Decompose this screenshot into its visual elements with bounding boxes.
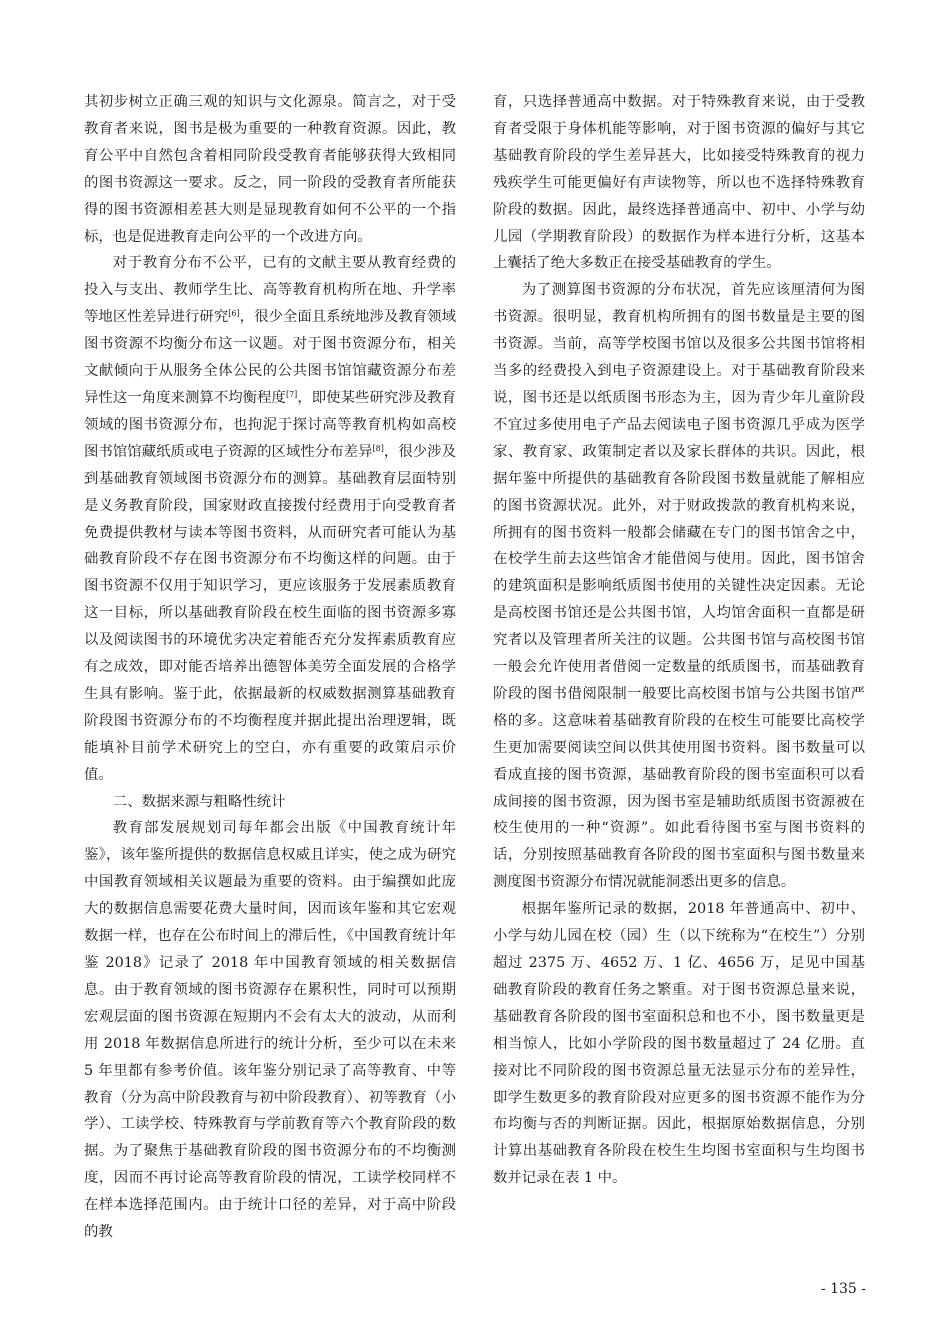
paragraph: 根据年鉴所记录的数据，2018 年普通高中、初中、小学与幼儿园在校（园）生（以下统称为“在校生”）分别超过 2375 万、4652 万、1 亿、4656 万，足见中国基础教育阶段的教育任务之繁重。对于图书资源总量来说，基础教育各阶段的图书室面积总和也不小，图书数量更是相当惊人，比如小学阶段的图书数量超过了 24 亿册。直接对比不同阶段的图书资源总量无法显示分布的差异性，即学生数更多的教育阶段对应更多的图书资源不能作为分布均衡与否的判断证据。因此，根据原始数据信息，分别计算出基础教育各阶段在校生生均图书室面积与生均图书数并记录在表 1 中。 (493, 901, 865, 1187)
text-run: ，很少涉及到基础教育领域图书资源分布的测算。基础教育层面特别是义务教育阶段，国家财政直接拨付经费用于向受教育者免费提供教材与读本等图书资料，从而研究者可能认为基础教育阶段不存在图书资源分布不均衡这样的问题。由于图书资源不仅用于知识学习，更应该服务于发展素质教育这一目标，所以基础教育阶段在校生面临的图书资源多寡以及阅读图书的环境优劣决定着能否充分发挥素质教育应有之成效，即对能否培养出德智体美劳全面发展的合格学生具有影响。鉴于此，依据最新的权威数据测算基础教育阶段图书资源分布的不均衡程度并据此提出治理逻辑，既能填补目前学术研究上的空白，亦有重要的政策启示价值。 (84, 443, 456, 783)
paragraph-literature-review (84, 250, 456, 788)
paragraph: 育，只选择普通高中数据。对于特殊教育来说，由于受教育者受限于身体机能等影响，对于图书资源的偏好与其它基础教育阶段的学生差异甚大，比如接受特殊教育的视力残疾学生可能更偏好有声读物等，所以也不选择特殊教育阶段的数据。因此，最终选择普通高中、初中、小学与幼儿园（学期教育阶段）的数据作为样本进行分析，这基本上囊括了绝大多数正在接受基础教育的学生。 (493, 94, 865, 272)
page-number: - 135 - (820, 1281, 866, 1297)
left-column (84, 89, 456, 1246)
citation-ref: [6] (228, 309, 240, 319)
text-run: 对于教育分布不公平，已有的文献主要从教育经费的投入与支出、教师学生比、高等教育机构所在地、升学率等地区性差异进行研究 (84, 255, 456, 326)
paragraph: 教育部发展规划司每年都会出版《中国教育统计年鉴》，该年鉴所提供的数据信息权威且详实，使之成为研究中国教育领域相关议题最为重要的资料。由于编撰如此庞大的数据信息需要花费大量时间，因而该年鉴和其它宏观数据一样，也存在公布时间上的滞后性，《中国教育统计年鉴 2018》记录了 2018 年中国教育领域的相关数据信息。由于教育领域的图书资源存在累积性，同时可以预期宏观层面的图书资源在短期内不会有太大的波动，从而利用 2018 年数据信息所进行的统计分析，至少可以在未来 5 年里都有参考价值。该年鉴分别记录了高等教育、中等教育（分为高中阶段教育与初中阶段教育）、初等教育（小学）、工读学校、特殊教育与学前教育等六个教育阶段的数据。为了聚焦于基础教育阶段的图书资源分布的不均衡测度，因而不再讨论高等教育阶段的情况，工读学校同样不在样本选择范围内。由于统计口径的差异，对于高中阶段的教 (84, 820, 456, 1241)
citation-ref: [7] (285, 389, 298, 399)
paragraph: 其初步树立正确三观的知识与文化源泉。简言之，对于受教育者来说，图书是极为重要的一种教育资源。因此，教育公平中自然包含着相同阶段受教育者能够获得大致相同的图书资源这一要求。反之，同一阶段的受教育者所能获得的图书资源相差甚大则是显现教育如何不公平的一个指标，也是促进教育走向公平的一个改进方向。 (84, 94, 456, 245)
text-run: ，即使某些研究涉及教育领域的图书资源分布，也拘泥于探讨高等教育机构如高校图书馆馆藏纸质或电子资源的区域性分布差异 (84, 389, 456, 460)
right-column (493, 89, 865, 1192)
paragraph: 为了测算图书资源的分布状况，首先应该厘清何为图书资源。很明显，教育机构所拥有的图书数量是主要的图书资源。当前，高等学校图书馆以及很多公共图书馆将相当多的经费投入到电子资源建设上。对于基础教育阶段来说，图书还是以纸质图书形态为主，因为青少年儿童阶段不宜过多使用电子产品去阅读电子图书资源几乎成为医学家、教育家、政策制定者以及家长群体的共识。因此，根据年鉴中所提供的基础教育各阶段图书数量就能了解相应的图书资源状况。此外，对于财政拨款的教育机构来说，所拥有的图书资料一般都会储藏在专门的图书馆舍之中，在校学生前去这些馆舍才能借阅与使用。因此，图书馆舍的建筑面积是影响纸质图书使用的关键性决定因素。无论是高校图书馆还是公共图书馆，人均馆舍面积一直都是研究者以及管理者所关注的议题。公共图书馆与高校图书馆一般会允许使用者借阅一定数量的纸质图书，而基础教育阶段的图书借阅限制一般要比高校图书馆与公共图书馆严格的多。这意味着基础教育阶段的在校生可能要比高校学生更加需要阅读空间以供其使用图书资料。图书数量可以看成直接的图书资源，基础教育阶段的图书室面积可以看成间接的图书资源，因为图书室是辅助纸质图书资源被在校生使用的一种“资源”。如此看待图书室与图书资料的话，分别按照基础教育各阶段的图书室面积与图书数量来测度图书资源分布情况就能洞悉出更多的信息。 (493, 282, 865, 891)
citation-ref: [8] (372, 443, 384, 453)
text-run: ，很少全面且系统地涉及教育领域图书资源不均衡分布这一议题。对于图书资源分布，相关文献倾向于从服务全体公民的公共图书馆馆藏资源分布差异性这一角度来测算不均衡程度 (84, 309, 456, 406)
section-heading: 二、数据来源与粗略性统计 (112, 793, 286, 810)
